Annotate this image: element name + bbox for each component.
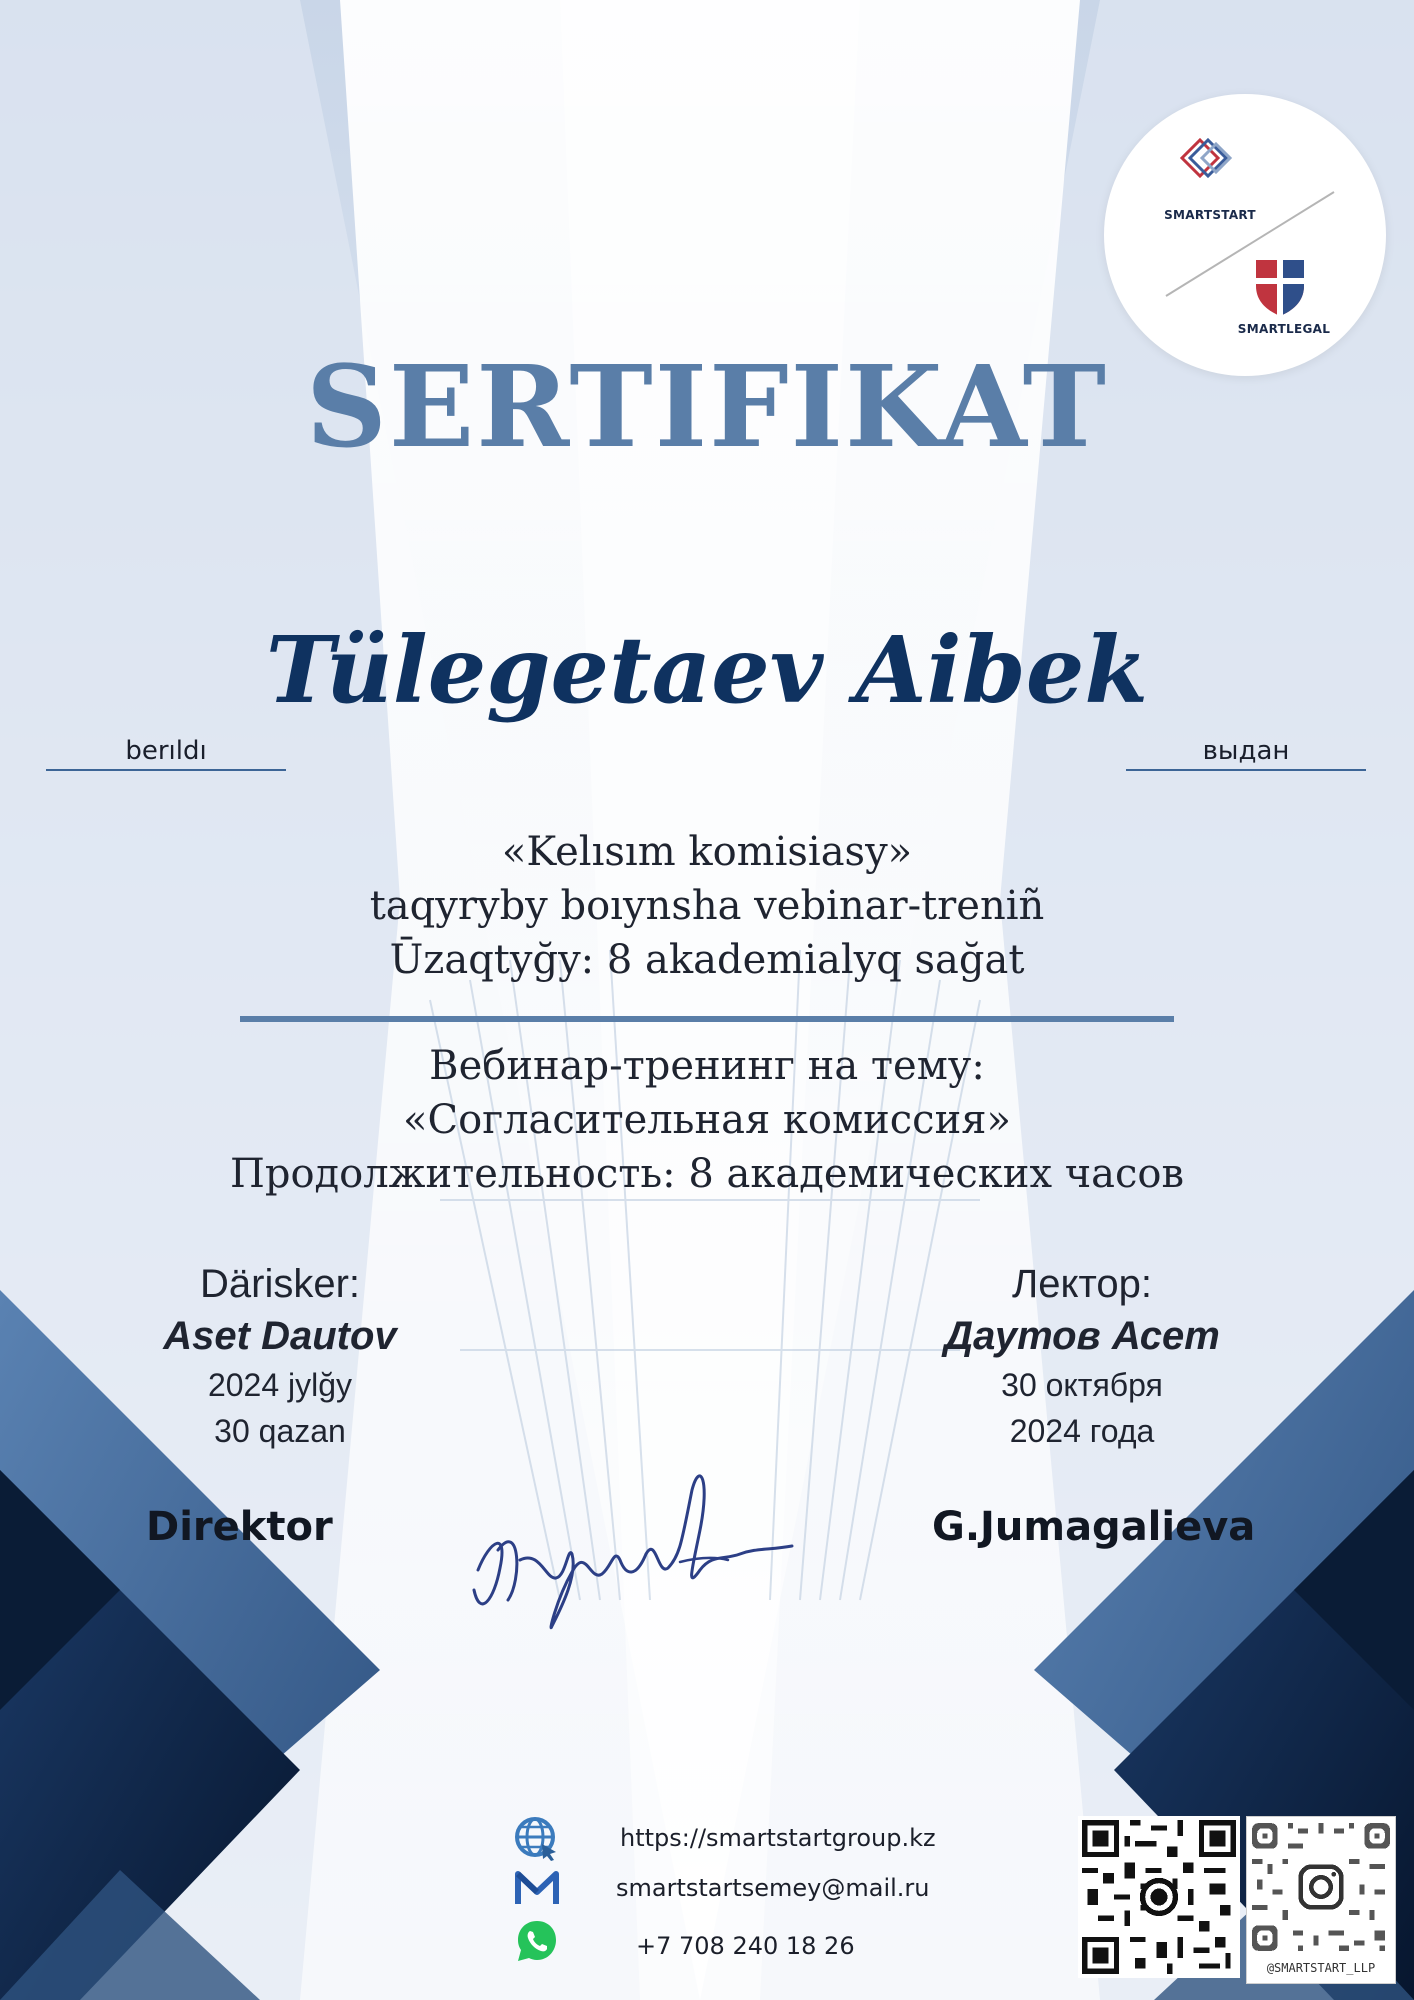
director-name: G.Jumagalieva xyxy=(932,1504,1256,1550)
lecturer-ru-date-line2: 2024 года xyxy=(1009,1413,1155,1450)
globe-icon xyxy=(514,1816,560,1862)
smartstart-logo-text: SMARTSTART xyxy=(1164,208,1256,222)
smartstart-logo-icon xyxy=(1180,138,1234,178)
lecturer-ru-name: Даутов Асет xyxy=(944,1314,1220,1358)
recipient-name: Tülegetaev Aibek xyxy=(265,616,1149,724)
logo-divider xyxy=(1160,184,1340,304)
instagram-qr-pattern xyxy=(1247,1817,1395,1957)
kz-topic: «Kelısım komisiasy» xyxy=(501,829,913,875)
email-link[interactable]: smartstartsemey@mail.ru xyxy=(616,1874,930,1902)
phone-number[interactable]: +7 708 240 18 26 xyxy=(636,1932,855,1960)
website-link[interactable]: https://smartstartgroup.kz xyxy=(620,1824,936,1852)
lecturer-ru-date-line1: 30 октября xyxy=(1001,1367,1163,1403)
lecturer-ru-block xyxy=(872,1258,1292,1455)
smartlegal-shield-icon xyxy=(1252,256,1308,318)
lecturer-kz-date-line1: 2024 jylğy xyxy=(207,1367,353,1403)
issued-underline-ru xyxy=(1126,769,1366,771)
lecturer-ru-role: Лектор: xyxy=(1012,1262,1152,1306)
whatsapp-qr-pattern xyxy=(1082,1820,1236,1974)
director-title: Direktor xyxy=(146,1504,333,1550)
lecturer-kz-name: Aset Dautov xyxy=(163,1314,397,1358)
lecturer-kz-block xyxy=(70,1258,490,1455)
issued-label-ru: выдан xyxy=(1202,736,1290,766)
ru-event: Вебинар-тренинг на тему: xyxy=(429,1043,985,1089)
whatsapp-icon xyxy=(514,1918,560,1964)
ru-topic: «Согласительная комиссия» xyxy=(403,1097,1011,1143)
lecturer-kz-date-line2: 30 qazan xyxy=(214,1413,346,1450)
logo-badge xyxy=(1104,94,1386,376)
handwritten-signature xyxy=(460,1450,800,1640)
issued-underline-kz xyxy=(46,769,286,771)
ru-duration: Продолжительность: 8 академических часов xyxy=(229,1151,1185,1197)
section-divider xyxy=(240,1016,1174,1022)
instagram-qr-code[interactable] xyxy=(1246,1816,1396,1984)
lecturer-kz-role: Därisker: xyxy=(199,1262,361,1306)
whatsapp-qr-code[interactable] xyxy=(1078,1816,1240,1978)
kz-event: taqyryby boıynsha vebinar-treniñ xyxy=(369,883,1045,929)
certificate-title: SERTIFIKAT xyxy=(306,342,1108,473)
mail-icon xyxy=(514,1868,560,1908)
kz-duration: Ūzaqtyğy: 8 akademialyq sağat xyxy=(389,937,1025,983)
issued-label-kz: berıldı xyxy=(125,736,207,766)
smartlegal-logo-text: SMARTLEGAL xyxy=(1237,322,1331,336)
instagram-handle: @SMARTSTART_LLP xyxy=(1266,1961,1376,1975)
